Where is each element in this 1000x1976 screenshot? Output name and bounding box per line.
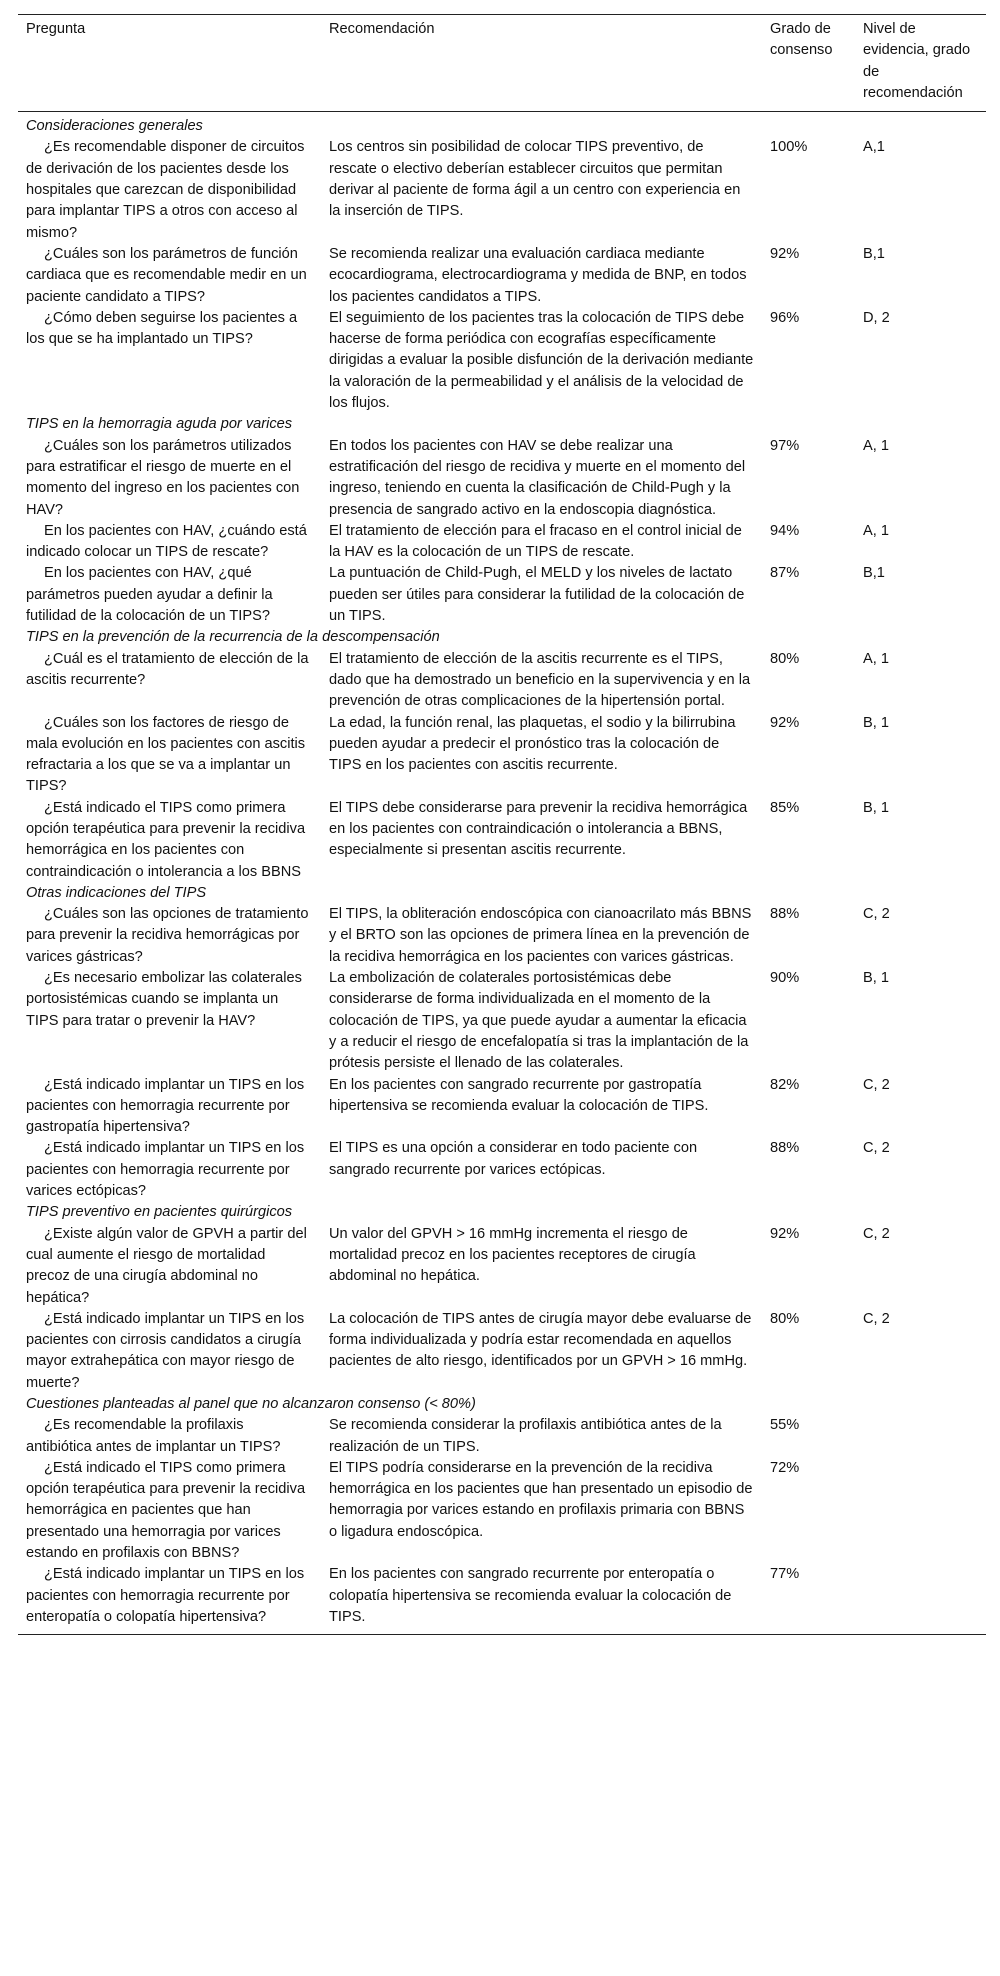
table-row bbox=[18, 1309, 986, 1394]
table-row bbox=[18, 1415, 986, 1458]
section-title: TIPS en la prevención de la recurrencia de la descompensación bbox=[26, 629, 440, 646]
question-cell bbox=[18, 563, 321, 627]
section-title: TIPS en la hemorragia aguda por varices bbox=[26, 416, 293, 433]
question-cell bbox=[18, 1138, 321, 1202]
question-text: ¿Está indicado implantar un TIPS en los pacientes con hemorragia recurrente por gastropatía hipertensiva? bbox=[26, 1076, 305, 1136]
question-cell bbox=[18, 1415, 321, 1458]
consensus-grade-cell: 82% bbox=[770, 1076, 800, 1093]
question-cell bbox=[18, 649, 321, 713]
recommendation-cell: El TIPS, la obliteración endoscópica con cianoacrilato más BBNS y el BRTO son las opciones de primera línea en la prevención de la recidiva hemorrágica en los pacientes con varices gástricas. bbox=[329, 906, 752, 965]
recommendation-cell: Se recomienda realizar una evaluación cardiaca mediante ecocardiograma, electrocardiograma y medida de BNP, en todos los pacientes candidatos a TIPS. bbox=[329, 245, 747, 305]
question-cell bbox=[18, 244, 321, 308]
consensus-grade-cell: 100% bbox=[770, 139, 808, 156]
recommendation-cell: El TIPS es una opción a considerar en todo paciente con sangrado recurrente por varices ectópicas. bbox=[329, 1140, 698, 1178]
consensus-table bbox=[18, 14, 986, 1635]
question-text: ¿Cómo deben seguirse los pacientes a los que se ha implantado un TIPS? bbox=[26, 309, 298, 348]
question-cell bbox=[18, 308, 321, 414]
table-row bbox=[18, 137, 986, 243]
recommendation-cell: La puntuación de Child-Pugh, el MELD y los niveles de lactato pueden ser útiles para considerar la futilidad de la colocación de un TIPS. bbox=[329, 565, 745, 625]
table-row bbox=[18, 1458, 986, 1564]
recommendation-cell: El tratamiento de elección de la ascitis recurrente es el TIPS, dado que ha demostrado un beneficio en la supervivencia y en la prevención de otras complicaciones de la hipertensión portal. bbox=[329, 650, 751, 710]
evidence-level-cell: A, 1 bbox=[863, 522, 889, 539]
consensus-grade-cell: 94% bbox=[770, 522, 800, 539]
question-text: ¿Está indicado implantar un TIPS en los pacientes con hemorragia recurrente por varices ectópicas? bbox=[26, 1140, 305, 1200]
consensus-grade-cell: 97% bbox=[770, 437, 800, 454]
section-header-row bbox=[18, 627, 986, 648]
evidence-level-cell bbox=[855, 1564, 986, 1634]
consensus-grade-cell: 87% bbox=[770, 565, 800, 582]
recommendation-cell: El tratamiento de elección para el fracaso en el control inicial de la HAV es la colocación de un TIPS de rescate. bbox=[329, 522, 742, 561]
evidence-level-cell bbox=[855, 1458, 986, 1564]
consensus-grade-cell: 92% bbox=[770, 1225, 800, 1242]
evidence-level-cell: A,1 bbox=[863, 139, 885, 156]
question-cell bbox=[18, 521, 321, 564]
question-cell bbox=[18, 968, 321, 1074]
consensus-grade-cell: 72% bbox=[770, 1459, 800, 1476]
section-header-row bbox=[18, 414, 986, 435]
question-text: ¿Cuáles son los factores de riesgo de mala evolución en los pacientes con ascitis refractaria a los que se va a implantar un TIPS? bbox=[26, 714, 306, 795]
table-row bbox=[18, 244, 986, 308]
question-text: En los pacientes con HAV, ¿qué parámetros pueden ayudar a definir la futilidad de la colocación de un TIPS? bbox=[26, 565, 273, 625]
consensus-grade-cell: 85% bbox=[770, 799, 800, 816]
question-text: ¿Cuáles son las opciones de tratamiento para prevenir la recidiva hemorrágicas por varices gástricas? bbox=[26, 906, 309, 965]
recommendation-cell: Se recomienda considerar la profilaxis antibiótica antes de la realización de un TIPS. bbox=[329, 1417, 722, 1455]
question-text: En los pacientes con HAV, ¿cuándo está indicado colocar un TIPS de rescate? bbox=[26, 522, 307, 561]
evidence-level-cell: A, 1 bbox=[863, 437, 889, 454]
table-body bbox=[18, 112, 986, 1635]
question-text: ¿Está indicado implantar un TIPS en los pacientes con cirrosis candidatos a cirugía mayor extrahepática con mayor riesgo de muerte? bbox=[26, 1310, 305, 1391]
table-row bbox=[18, 1075, 986, 1139]
recommendation-cell: En todos los pacientes con HAV se debe realizar una estratificación del riesgo de recidiva y muerte en el momento del ingreso, teniendo en cuenta la clasificación de Child-Pugh y la presencia de sangrado activo en la endoscopia diagnóstica. bbox=[329, 437, 746, 518]
question-text: ¿Cuáles son los parámetros utilizados para estratificar el riesgo de muerte en el momento del ingreso en los pacientes con HAV? bbox=[26, 437, 300, 518]
evidence-level-cell: D, 2 bbox=[863, 309, 890, 326]
evidence-level-cell bbox=[855, 1415, 986, 1458]
consensus-grade-cell: 90% bbox=[770, 970, 800, 987]
consensus-table-container bbox=[18, 14, 986, 1635]
table-row bbox=[18, 1138, 986, 1202]
section-header-row bbox=[18, 112, 986, 138]
table-row bbox=[18, 713, 986, 798]
recommendation-cell: Un valor del GPVH > 16 mmHg incrementa el riesgo de mortalidad precoz en los pacientes receptores de cirugía abdominal no hepática. bbox=[329, 1225, 696, 1285]
recommendation-cell: La colocación de TIPS antes de cirugía mayor debe evaluarse de forma individualizada y podría estar recomendada en aquellos pacientes de alto riesgo, identificados por un GPVH > 16 mmHg. bbox=[329, 1310, 752, 1370]
consensus-grade-cell: 88% bbox=[770, 1140, 800, 1157]
consensus-grade-cell: 92% bbox=[770, 245, 800, 262]
consensus-grade-cell: 88% bbox=[770, 906, 800, 923]
recommendation-cell: El seguimiento de los pacientes tras la colocación de TIPS debe hacerse de forma periódica con ecografías específicamente dirigidas a evaluar la posible disfunción de la derivación mediante la valoración de la permeabilidad y el análisis de la velocidad de los flujos. bbox=[329, 309, 754, 412]
section-title: Consideraciones generales bbox=[26, 118, 203, 135]
consensus-grade-cell: 80% bbox=[770, 650, 800, 667]
table-row bbox=[18, 1224, 986, 1309]
section-title: Cuestiones planteadas al panel que no alcanzaron consenso (< 80%) bbox=[26, 1396, 476, 1412]
question-cell bbox=[18, 798, 321, 883]
evidence-level-cell: B,1 bbox=[863, 245, 885, 262]
question-cell bbox=[18, 1309, 321, 1394]
question-text: ¿Está indicado el TIPS como primera opción terapéutica para prevenir la recidiva hemorrágica en pacientes que han presentado una hemorragia por varices estando en profilaxis con BBNS? bbox=[26, 1459, 306, 1562]
section-title: Otras indicaciones del TIPS bbox=[26, 884, 207, 901]
consensus-grade-cell: 77% bbox=[770, 1566, 800, 1583]
consensus-grade-cell: 55% bbox=[770, 1417, 800, 1434]
evidence-level-cell: A, 1 bbox=[863, 650, 889, 667]
header-row bbox=[18, 15, 986, 112]
table-row bbox=[18, 904, 986, 968]
question-cell bbox=[18, 137, 321, 243]
question-text: ¿Es necesario embolizar las colaterales portosistémicas cuando se implanta un TIPS para tratar o prevenir la HAV? bbox=[26, 970, 302, 1029]
header-nivel: Nivel de evidencia, grado de recomendación bbox=[863, 21, 971, 101]
question-text: ¿Es recomendable disponer de circuitos de derivación de los pacientes desde los hospitales que carezcan de disponibilidad para implantar TIPS a otros con acceso al mismo? bbox=[26, 139, 305, 241]
evidence-level-cell: C, 2 bbox=[863, 1310, 890, 1327]
header-pregunta: Pregunta bbox=[26, 21, 86, 37]
evidence-level-cell: B, 1 bbox=[863, 799, 889, 816]
evidence-level-cell: B, 1 bbox=[863, 970, 889, 987]
evidence-level-cell: C, 2 bbox=[863, 1076, 890, 1093]
question-text: ¿Cuál es el tratamiento de elección de la ascitis recurrente? bbox=[26, 650, 309, 688]
table-row bbox=[18, 649, 986, 713]
question-cell bbox=[18, 1564, 321, 1634]
section-title: TIPS preventivo en pacientes quirúrgicos bbox=[26, 1204, 293, 1221]
recommendation-cell: El TIPS podría considerarse en la prevención de la recidiva hemorrágica en los pacientes que han presentado un episodio de hemorragia por varices estando en profilaxis primaria con BBNS o ligadura endoscópica. bbox=[329, 1459, 753, 1540]
question-cell bbox=[18, 1075, 321, 1139]
evidence-level-cell: B, 1 bbox=[863, 714, 889, 731]
consensus-grade-cell: 92% bbox=[770, 714, 800, 731]
consensus-grade-cell: 80% bbox=[770, 1310, 800, 1327]
evidence-level-cell: C, 2 bbox=[863, 1140, 890, 1157]
recommendation-cell: Los centros sin posibilidad de colocar TIPS preventivo, de rescate o electivo deberían establecer circuitos que permitan derivar al paciente de forma ágil a un centro con experiencia en la inserción de TIPS. bbox=[329, 139, 741, 220]
question-cell bbox=[18, 1458, 321, 1564]
table-row bbox=[18, 521, 986, 564]
table-row bbox=[18, 968, 986, 1074]
recommendation-cell: La embolización de colaterales portosistémicas debe considerarse de forma individualizada en el momento de la colocación de TIPS, ya que puede ayudar a aumentar la eficacia y a reducir el riesgo de encefalopatía si tras la implantación de la prótesis persiste el llenado de las colaterales. bbox=[329, 970, 749, 1072]
question-text: ¿Está indicado implantar un TIPS en los pacientes con hemorragia recurrente por enteropatía o colopatía hipertensiva? bbox=[26, 1566, 305, 1625]
evidence-level-cell: B,1 bbox=[863, 565, 885, 582]
table-row bbox=[18, 1564, 986, 1634]
table-row bbox=[18, 308, 986, 414]
section-header-row bbox=[18, 883, 986, 904]
question-text: ¿Cuáles son los parámetros de función cardiaca que es recomendable medir en un paciente candidato a TIPS? bbox=[26, 245, 307, 305]
table-header bbox=[18, 15, 986, 112]
table-row bbox=[18, 798, 986, 883]
table-row bbox=[18, 436, 986, 521]
question-text: ¿Existe algún valor de GPVH a partir del cual aumente el riesgo de mortalidad precoz de una cirugía abdominal no hepática? bbox=[26, 1225, 307, 1306]
section-header-row bbox=[18, 1202, 986, 1223]
question-cell bbox=[18, 1224, 321, 1309]
question-cell bbox=[18, 904, 321, 968]
recommendation-cell: En los pacientes con sangrado recurrente por gastropatía hipertensiva se recomienda evaluar la colocación de TIPS. bbox=[329, 1076, 709, 1114]
question-cell bbox=[18, 436, 321, 521]
question-text: ¿Es recomendable la profilaxis antibiótica antes de implantar un TIPS? bbox=[26, 1417, 281, 1455]
recommendation-cell: La edad, la función renal, las plaquetas, el sodio y la bilirrubina pueden ayudar a predecir el pronóstico tras la colocación de TIPS en los pacientes con ascitis recurrente. bbox=[329, 714, 736, 774]
evidence-level-cell: C, 2 bbox=[863, 906, 890, 923]
recommendation-cell: El TIPS debe considerarse para prevenir la recidiva hemorrágica en los pacientes con contraindicación o intolerancia a BBNS, especialmente si presentan ascitis recurrente. bbox=[329, 799, 748, 859]
recommendation-cell: En los pacientes con sangrado recurrente por enteropatía o colopatía hipertensiva se recomienda evaluar la colocación de TIPS. bbox=[329, 1566, 732, 1625]
header-recomendacion: Recomendación bbox=[329, 21, 435, 37]
section-header-row bbox=[18, 1394, 986, 1415]
consensus-grade-cell: 96% bbox=[770, 309, 800, 326]
question-text: ¿Está indicado el TIPS como primera opción terapéutica para prevenir la recidiva hemorrágica en los pacientes con contraindicación o intolerancia a los BBNS bbox=[26, 799, 306, 880]
evidence-level-cell: C, 2 bbox=[863, 1225, 890, 1242]
header-grado: Grado de consenso bbox=[770, 21, 833, 59]
question-cell bbox=[18, 713, 321, 798]
table-row bbox=[18, 563, 986, 627]
